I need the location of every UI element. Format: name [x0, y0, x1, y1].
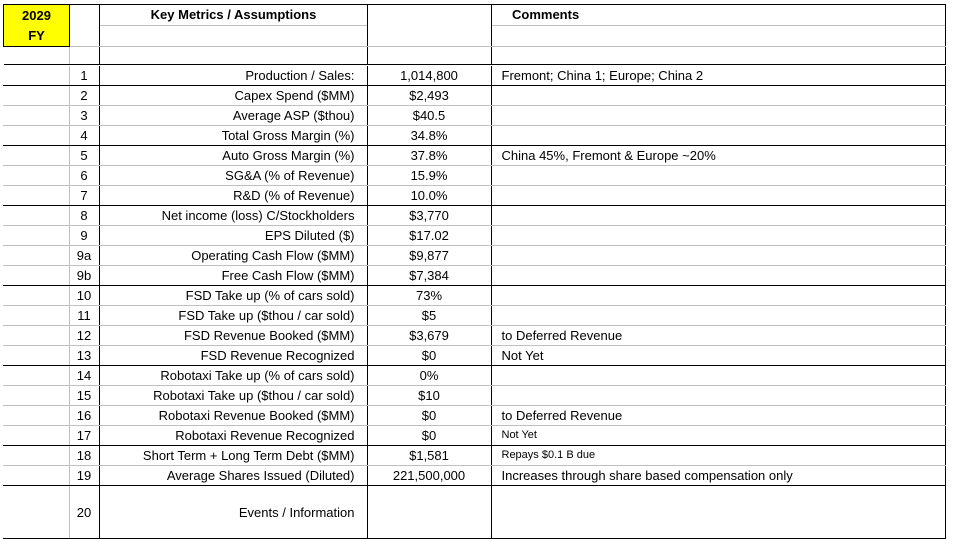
table-row	[3, 66, 945, 86]
row-comment[interactable]	[491, 206, 945, 226]
row-blank-cell[interactable]	[3, 266, 69, 286]
row-comment[interactable]: to Deferred Revenue	[491, 406, 945, 426]
table-row	[3, 326, 945, 346]
table-row	[3, 186, 945, 206]
row-label[interactable]: FSD Revenue Recognized	[99, 346, 367, 366]
row-label[interactable]: Average ASP ($thou)	[99, 106, 367, 126]
table-row	[3, 206, 945, 226]
row-comment[interactable]	[491, 306, 945, 326]
row-comment[interactable]	[491, 286, 945, 306]
table-row	[3, 126, 945, 146]
row-comment[interactable]: China 45%, Fremont & Europe ~20%	[491, 146, 945, 166]
row-number[interactable]: 7	[69, 186, 99, 206]
row-comment[interactable]: Fremont; China 1; Europe; China 2	[491, 66, 945, 86]
table-row	[3, 386, 945, 406]
row-blank-cell[interactable]	[3, 186, 69, 206]
row-value[interactable]: $17.02	[367, 226, 491, 246]
row-label[interactable]: Total Gross Margin (%)	[99, 126, 367, 146]
row-blank-cell[interactable]	[3, 66, 69, 86]
row-value[interactable]: 221,500,000	[367, 466, 491, 486]
fy-label: FY	[28, 27, 45, 43]
row-label[interactable]: Robotaxi Take up ($thou / car sold)	[99, 386, 367, 406]
table-row	[3, 486, 945, 539]
table-row	[3, 166, 945, 186]
row-number[interactable]: 20	[69, 486, 99, 539]
row-blank-cell[interactable]	[3, 406, 69, 426]
row-number[interactable]: 5	[69, 146, 99, 166]
row-value[interactable]: $5	[367, 306, 491, 326]
row-blank-cell[interactable]	[3, 206, 69, 226]
row-label[interactable]: Production / Sales:	[99, 66, 367, 86]
row-value[interactable]: 10.0%	[367, 186, 491, 206]
empty-cell[interactable]	[492, 47, 946, 65]
row-value[interactable]: $10	[367, 386, 491, 406]
empty-cell[interactable]	[368, 47, 492, 65]
row-blank-cell[interactable]	[3, 166, 69, 186]
row-blank-cell[interactable]	[3, 326, 69, 346]
row-value[interactable]: 0%	[367, 366, 491, 386]
year-cell[interactable]	[4, 5, 70, 47]
row-comment[interactable]	[491, 246, 945, 266]
metrics-rows	[3, 66, 946, 539]
row-comment[interactable]	[491, 166, 945, 186]
row-value[interactable]: $40.5	[367, 106, 491, 126]
row-label[interactable]: Net income (loss) C/Stockholders	[99, 206, 367, 226]
row-number[interactable]: 2	[69, 86, 99, 106]
table-row	[3, 466, 945, 486]
row-blank-cell[interactable]	[3, 306, 69, 326]
empty-cell[interactable]	[70, 26, 100, 47]
row-number[interactable]: 10	[69, 286, 99, 306]
row-blank-cell[interactable]	[3, 346, 69, 366]
row-value[interactable]: $2,493	[367, 86, 491, 106]
row-number[interactable]: 11	[69, 306, 99, 326]
row-label[interactable]: FSD Take up ($thou / car sold)	[99, 306, 367, 326]
row-blank-cell[interactable]	[3, 106, 69, 126]
row-number[interactable]: 1	[69, 66, 99, 86]
row-label[interactable]: Events / Information	[99, 486, 367, 539]
row-comment[interactable]: Increases through share based compensation only	[491, 466, 945, 486]
row-label[interactable]: Robotaxi Revenue Recognized	[99, 426, 367, 446]
row-value[interactable]: $0	[367, 426, 491, 446]
row-blank-cell[interactable]	[3, 126, 69, 146]
header-value-cell[interactable]	[368, 5, 492, 26]
empty-cell[interactable]	[4, 47, 70, 65]
table-row	[3, 266, 945, 286]
row-comment[interactable]	[491, 366, 945, 386]
row-label[interactable]: FSD Take up (% of cars sold)	[99, 286, 367, 306]
row-value[interactable]: 15.9%	[367, 166, 491, 186]
row-comment[interactable]	[491, 266, 945, 286]
table-row	[3, 406, 945, 426]
row-blank-cell[interactable]	[3, 486, 69, 539]
row-number[interactable]: 13	[69, 346, 99, 366]
row-blank-cell[interactable]	[3, 246, 69, 266]
table-row	[3, 306, 945, 326]
row-label[interactable]: Short Term + Long Term Debt ($MM)	[99, 446, 367, 466]
row-label[interactable]: EPS Diluted ($)	[99, 226, 367, 246]
row-number[interactable]: 3	[69, 106, 99, 126]
row-blank-cell[interactable]	[3, 226, 69, 246]
row-number[interactable]: 16	[69, 406, 99, 426]
row-number[interactable]: 9a	[69, 246, 99, 266]
table-row	[3, 146, 945, 166]
row-number[interactable]: 9b	[69, 266, 99, 286]
row-comment[interactable]	[491, 86, 945, 106]
row-comment[interactable]	[491, 186, 945, 206]
metrics-table	[3, 4, 946, 65]
row-label[interactable]: Free Cash Flow ($MM)	[99, 266, 367, 286]
row-number[interactable]: 4	[69, 126, 99, 146]
row-blank-cell[interactable]	[3, 286, 69, 306]
row-number[interactable]: 19	[69, 466, 99, 486]
row-blank-cell[interactable]	[3, 426, 69, 446]
row-comment[interactable]: Not Yet	[491, 346, 945, 366]
table-row	[3, 346, 945, 366]
comments-header[interactable]: Comments	[492, 5, 946, 26]
table-row	[3, 446, 945, 466]
row-label[interactable]: Capex Spend ($MM)	[99, 86, 367, 106]
row-value[interactable]: $0	[367, 346, 491, 366]
row-label[interactable]: Robotaxi Take up (% of cars sold)	[99, 366, 367, 386]
row-value[interactable]: 37.8%	[367, 146, 491, 166]
row-value[interactable]: $3,770	[367, 206, 491, 226]
row-number[interactable]: 12	[69, 326, 99, 346]
row-number[interactable]: 17	[69, 426, 99, 446]
row-comment[interactable]: Not Yet	[491, 426, 945, 446]
row-value[interactable]: $1,581	[367, 446, 491, 466]
row-value[interactable]: $0	[367, 406, 491, 426]
row-number[interactable]: 9	[69, 226, 99, 246]
header-num-cell[interactable]	[70, 5, 100, 26]
table-row	[3, 426, 945, 446]
row-number[interactable]: 6	[69, 166, 99, 186]
row-comment[interactable]	[491, 386, 945, 406]
row-value[interactable]: 73%	[367, 286, 491, 306]
row-number[interactable]: 8	[69, 206, 99, 226]
row-blank-cell[interactable]	[3, 466, 69, 486]
year-value: 2029	[22, 7, 51, 23]
empty-cell[interactable]	[368, 26, 492, 47]
table-row	[3, 226, 945, 246]
empty-cell[interactable]	[492, 26, 946, 47]
row-label[interactable]: SG&A (% of Revenue)	[99, 166, 367, 186]
row-value[interactable]: $3,679	[367, 326, 491, 346]
row-blank-cell[interactable]	[3, 366, 69, 386]
row-comment[interactable]	[491, 486, 945, 539]
row-comment[interactable]	[491, 226, 945, 246]
row-value[interactable]: $9,877	[367, 246, 491, 266]
row-blank-cell[interactable]	[3, 386, 69, 406]
row-value[interactable]: 1,014,800	[367, 66, 491, 86]
row-comment[interactable]: Repays $0.1 B due	[491, 446, 945, 466]
row-value[interactable]	[367, 486, 491, 539]
row-comment[interactable]	[491, 106, 945, 126]
row-blank-cell[interactable]	[3, 146, 69, 166]
row-number[interactable]: 15	[69, 386, 99, 406]
table-row	[3, 366, 945, 386]
empty-cell[interactable]	[100, 26, 368, 47]
table-row	[3, 286, 945, 306]
table-row	[3, 246, 945, 266]
row-label[interactable]: Auto Gross Margin (%)	[99, 146, 367, 166]
row-blank-cell[interactable]	[3, 446, 69, 466]
row-value[interactable]: 34.8%	[367, 126, 491, 146]
row-label[interactable]: Robotaxi Revenue Booked ($MM)	[99, 406, 367, 426]
row-label[interactable]: Operating Cash Flow ($MM)	[99, 246, 367, 266]
empty-cell[interactable]	[70, 47, 100, 65]
row-number[interactable]: 14	[69, 366, 99, 386]
empty-cell[interactable]	[100, 47, 368, 65]
table-row	[3, 86, 945, 106]
row-comment[interactable]	[491, 126, 945, 146]
table-row	[3, 106, 945, 126]
row-label[interactable]: R&D (% of Revenue)	[99, 186, 367, 206]
row-value[interactable]: $7,384	[367, 266, 491, 286]
row-label[interactable]: Average Shares Issued (Diluted)	[99, 466, 367, 486]
row-number[interactable]: 18	[69, 446, 99, 466]
row-label[interactable]: FSD Revenue Booked ($MM)	[99, 326, 367, 346]
metrics-header[interactable]: Key Metrics / Assumptions	[100, 5, 368, 26]
row-blank-cell[interactable]	[3, 86, 69, 106]
row-comment[interactable]: to Deferred Revenue	[491, 326, 945, 346]
